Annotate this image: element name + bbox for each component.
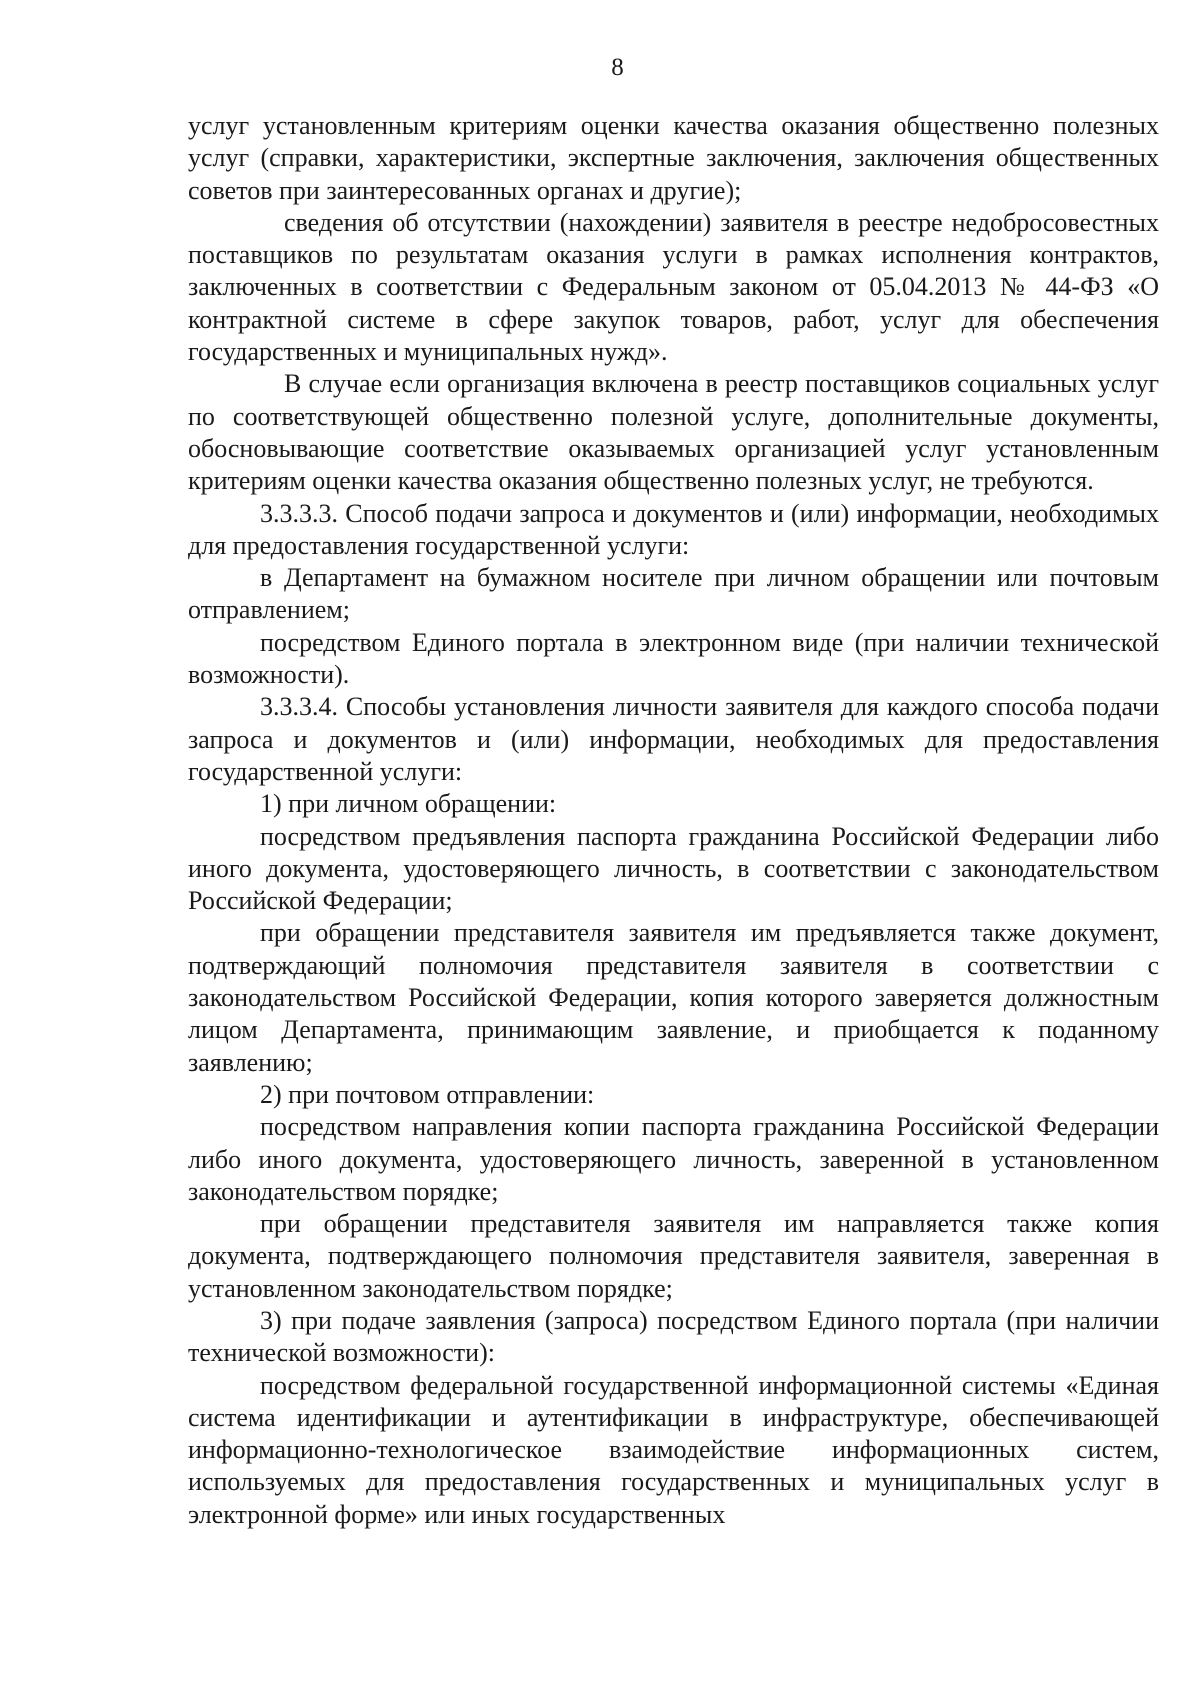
paragraph: 1) при личном обращении: [260, 789, 557, 819]
paragraph: сведения об отсутствии (нахождении) заявителя в реестре недобросовестных поставщиков по результатам оказания услуги в рамках исполнения контрактов, заключенных в соответствии с Федеральным законом от 05.04.2013 № 44-ФЗ «О контрактной системе в сфере закупок товаров, работ, услуг для обеспечения государственных и муниципальных нужд». [188, 207, 1159, 367]
paragraph: посредством федеральной государственной информационной системы «Единая система идентификации и аутентификации в инфраструктуре, обеспечивающей информационно-технологическое взаимодействие информационных систем, используемых для предоставления государственных и муниципальных услуг в электронной форме» или иных государственных [188, 1370, 1159, 1529]
paragraph: 3.3.3.4. Способы установления личности заявителя для каждого способа подачи запроса и документов и (или) информации, необходимых для предоставления государственной услуги: [188, 692, 1159, 786]
paragraph: посредством направления копии паспорта гражданина Российской Федерации либо иного документа, удостоверяющего личность, заверенной в установленном законодательством порядке; [188, 1112, 1159, 1206]
paragraph: при обращении представителя заявителя им предъявляется также документ, подтверждающий полномочия представителя заявителя в соответствии с законодательством Российской Федерации, копия которого заверяется должностным лицом Департамента, принимающим заявление, и приобщается к поданному заявлению; [188, 918, 1159, 1077]
document-body [188, 110, 1159, 1531]
paragraph: В случае если организация включена в реестр поставщиков социальных услуг по соответствующей общественно полезной услуге, дополнительные документы, обосновывающие соответствие оказываемых организацией услуг установленным критериям оценки качества оказания общественно полезных услуг, не требуются. [188, 369, 1159, 496]
paragraph: 3) при подаче заявления (запроса) посредством Единого портала (при наличии технической возможности): [188, 1305, 1159, 1368]
paragraph: при обращении представителя заявителя им направляется также копия документа, подтверждающего полномочия представителя заявителя, заверенная в установленном законодательством порядке; [188, 1209, 1159, 1303]
paragraph: посредством Единого портала в электронном виде (при наличии технической возможности). [188, 627, 1159, 690]
paragraph: в Департамент на бумажном носителе при личном обращении или почтовым отправлением; [188, 563, 1159, 625]
paragraph: 3.3.3.3. Способ подачи запроса и документов и (или) информации, необходимых для предоставления государственной услуги: [188, 498, 1159, 560]
paragraph: посредством предъявления паспорта гражданина Российской Федерации либо иного документа, удостоверяющего личность, в соответствии с законодательством Российской Федерации; [188, 821, 1159, 916]
page-number: 8 [611, 54, 624, 81]
paragraph: 2) при почтовом отправлении: [260, 1079, 595, 1109]
paragraph: услуг установленным критериям оценки качества оказания общественно полезных услуг (справки, характеристики, экспертные заключения, заключения общественных советов при заинтересованных органах и другие); [188, 111, 1159, 205]
